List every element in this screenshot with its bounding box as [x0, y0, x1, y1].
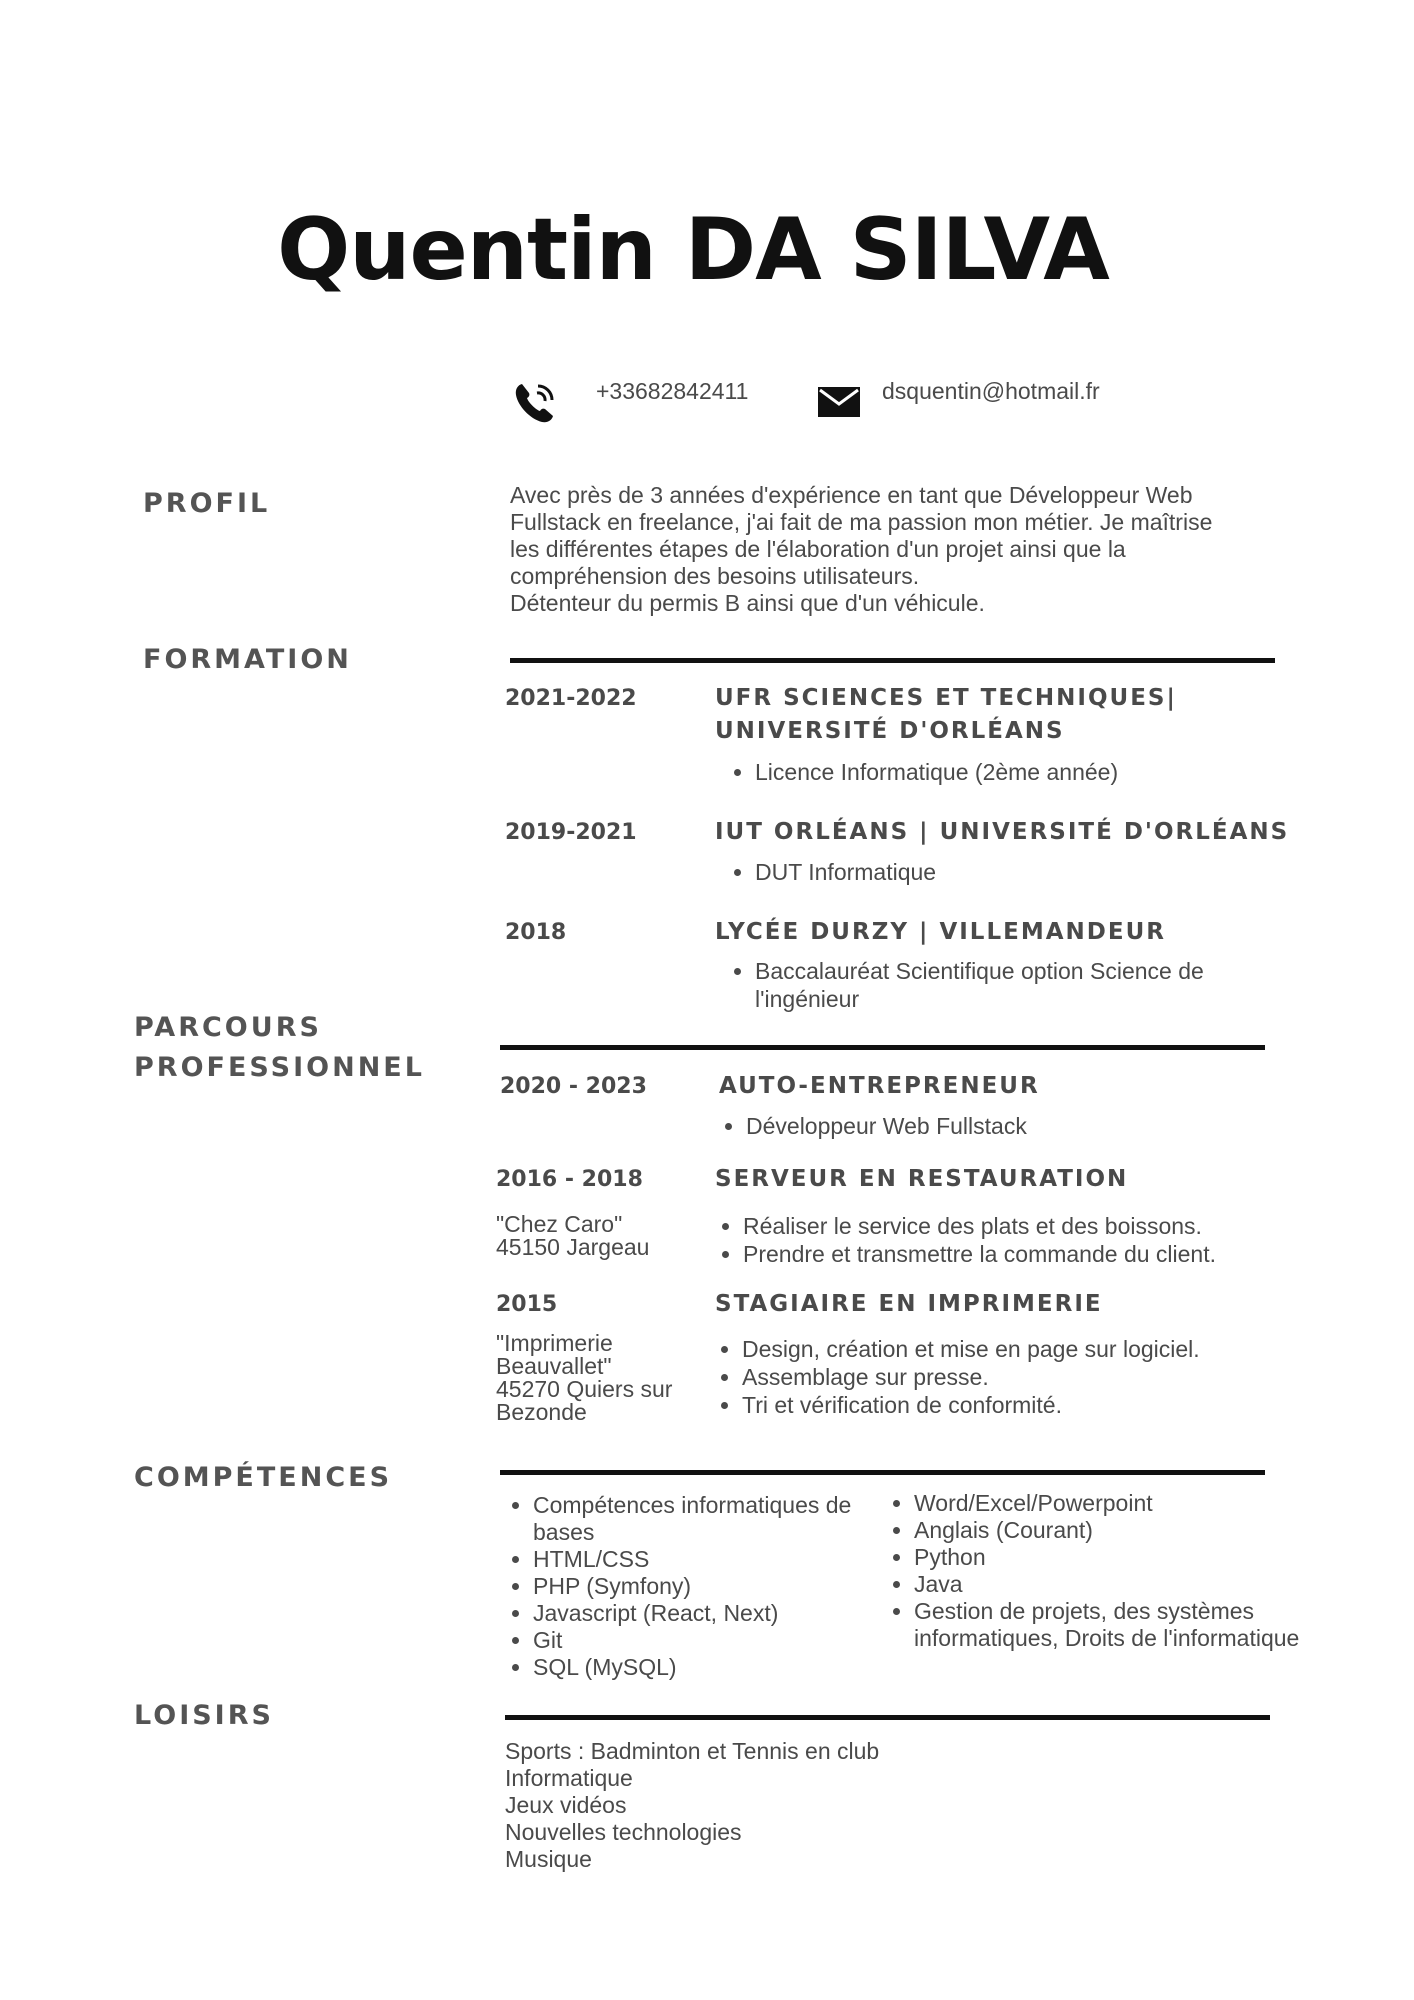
list-item: • Baccalauréat Scientifique option Science de l'ingénieur: [755, 957, 1265, 1013]
profile-line: Fullstack en freelance, j'ai fait de ma passion mon métier. Je maîtrise: [510, 509, 1213, 535]
profile-line: les différentes étapes de l'élaboration d'un projet ainsi que la: [510, 536, 1126, 562]
list-item: • Java: [914, 1571, 1314, 1598]
education-title-line: UFR SCIENCES ET TECHNIQUES|: [715, 685, 1177, 711]
envelope-icon: [818, 387, 860, 422]
phone-number: +33682842411: [596, 378, 749, 404]
hobby-item: Jeux vidéos: [505, 1792, 627, 1818]
section-divider: [500, 1045, 1265, 1050]
experience-year: 2015: [496, 1292, 558, 1317]
location-line: Beauvallet": [496, 1353, 612, 1379]
section-divider: [510, 658, 1275, 663]
hobbies-list: [505, 1738, 879, 1873]
list-item: • SQL (MySQL): [533, 1654, 903, 1681]
education-year: 2019-2021: [505, 820, 637, 845]
experience-title: AUTO-ENTREPRENEUR: [719, 1073, 1040, 1099]
experience-location: [496, 1213, 649, 1259]
section-title-experience: [134, 1008, 425, 1088]
skills-list-right: [884, 1490, 1314, 1652]
section-title-hobbies: LOISIRS: [134, 1700, 274, 1731]
profile-line: Avec près de 3 années d'expérience en tant que Développeur Web: [510, 482, 1193, 508]
list-item: • Tri et vérification de conformité.: [742, 1391, 1200, 1419]
list-item: • Prendre et transmettre la commande du client.: [743, 1240, 1216, 1268]
education-year: 2018: [505, 920, 567, 945]
list-item: • Gestion de projets, des systèmes informatiques, Droits de l'informatique: [914, 1598, 1314, 1652]
list-item: • Word/Excel/Powerpoint: [914, 1490, 1314, 1517]
education-title-line: LYCÉE DURZY | VILLEMANDEUR: [715, 919, 1166, 945]
section-divider: [505, 1715, 1270, 1720]
location-line: 45270 Quiers sur: [496, 1376, 673, 1402]
list-item: • Réaliser le service des plats et des boissons.: [743, 1212, 1216, 1240]
education-title: [715, 682, 1177, 748]
education-title: [715, 816, 1289, 849]
experience-year: 2020 - 2023: [500, 1074, 647, 1099]
list-item: • Python: [914, 1544, 1314, 1571]
hobby-item: Musique: [505, 1846, 592, 1872]
hobby-item: Informatique: [505, 1765, 633, 1791]
experience-year: 2016 - 2018: [496, 1167, 643, 1192]
profile-text: [510, 482, 1290, 617]
hobby-item: Sports : Badminton et Tennis en club: [505, 1738, 880, 1764]
education-bullets: [725, 858, 936, 886]
email-address: dsquentin@hotmail.fr: [882, 378, 1100, 404]
list-item: • PHP (Symfony): [533, 1573, 903, 1600]
section-title-line: PARCOURS: [134, 1012, 322, 1043]
list-item: • Développeur Web Fullstack: [746, 1112, 1027, 1140]
list-item: • Git: [533, 1627, 903, 1654]
section-title-education: FORMATION: [143, 644, 352, 675]
education-title-line: UNIVERSITÉ D'ORLÉANS: [715, 718, 1065, 744]
education-bullets: [725, 957, 1265, 1013]
experience-bullets: [716, 1112, 1027, 1140]
list-item: • Javascript (React, Next): [533, 1600, 903, 1627]
experience-location: [496, 1332, 672, 1424]
skills-list-left: [503, 1492, 903, 1681]
candidate-name: Quentin DA SILVA: [277, 200, 1109, 300]
phone-icon: [512, 380, 558, 431]
section-title-profile: PROFIL: [143, 488, 271, 519]
experience-title: STAGIAIRE EN IMPRIMERIE: [715, 1291, 1103, 1317]
education-title-line: IUT ORLÉANS | UNIVERSITÉ D'ORLÉANS: [715, 819, 1290, 845]
list-item: • Design, création et mise en page sur logiciel.: [742, 1335, 1200, 1363]
section-title-skills: COMPÉTENCES: [134, 1462, 393, 1493]
experience-title: SERVEUR EN RESTAURATION: [715, 1166, 1129, 1192]
list-item: • Anglais (Courant): [914, 1517, 1314, 1544]
profile-line: compréhension des besoins utilisateurs.: [510, 563, 920, 589]
profile-line: Détenteur du permis B ainsi que d'un véhicule.: [510, 590, 985, 616]
hobby-item: Nouvelles technologies: [505, 1819, 742, 1845]
section-title-line: PROFESSIONNEL: [134, 1052, 425, 1083]
list-item: • Assemblage sur presse.: [742, 1363, 1200, 1391]
location-line: "Chez Caro": [496, 1211, 623, 1237]
list-item: • Licence Informatique (2ème année): [755, 758, 1118, 786]
contact-row: [0, 0, 1414, 440]
location-line: 45150 Jargeau: [496, 1234, 650, 1260]
list-item: • Compétences informatiques de bases: [533, 1492, 903, 1546]
experience-bullets: [712, 1335, 1200, 1419]
list-item: • DUT Informatique: [755, 858, 936, 886]
section-divider: [500, 1470, 1265, 1475]
education-year: 2021-2022: [505, 686, 637, 711]
location-line: Bezonde: [496, 1399, 587, 1425]
location-line: "Imprimerie: [496, 1330, 613, 1356]
education-title: [715, 916, 1166, 949]
experience-bullets: [713, 1212, 1216, 1268]
list-item: • HTML/CSS: [533, 1546, 903, 1573]
education-bullets: [725, 758, 1118, 786]
